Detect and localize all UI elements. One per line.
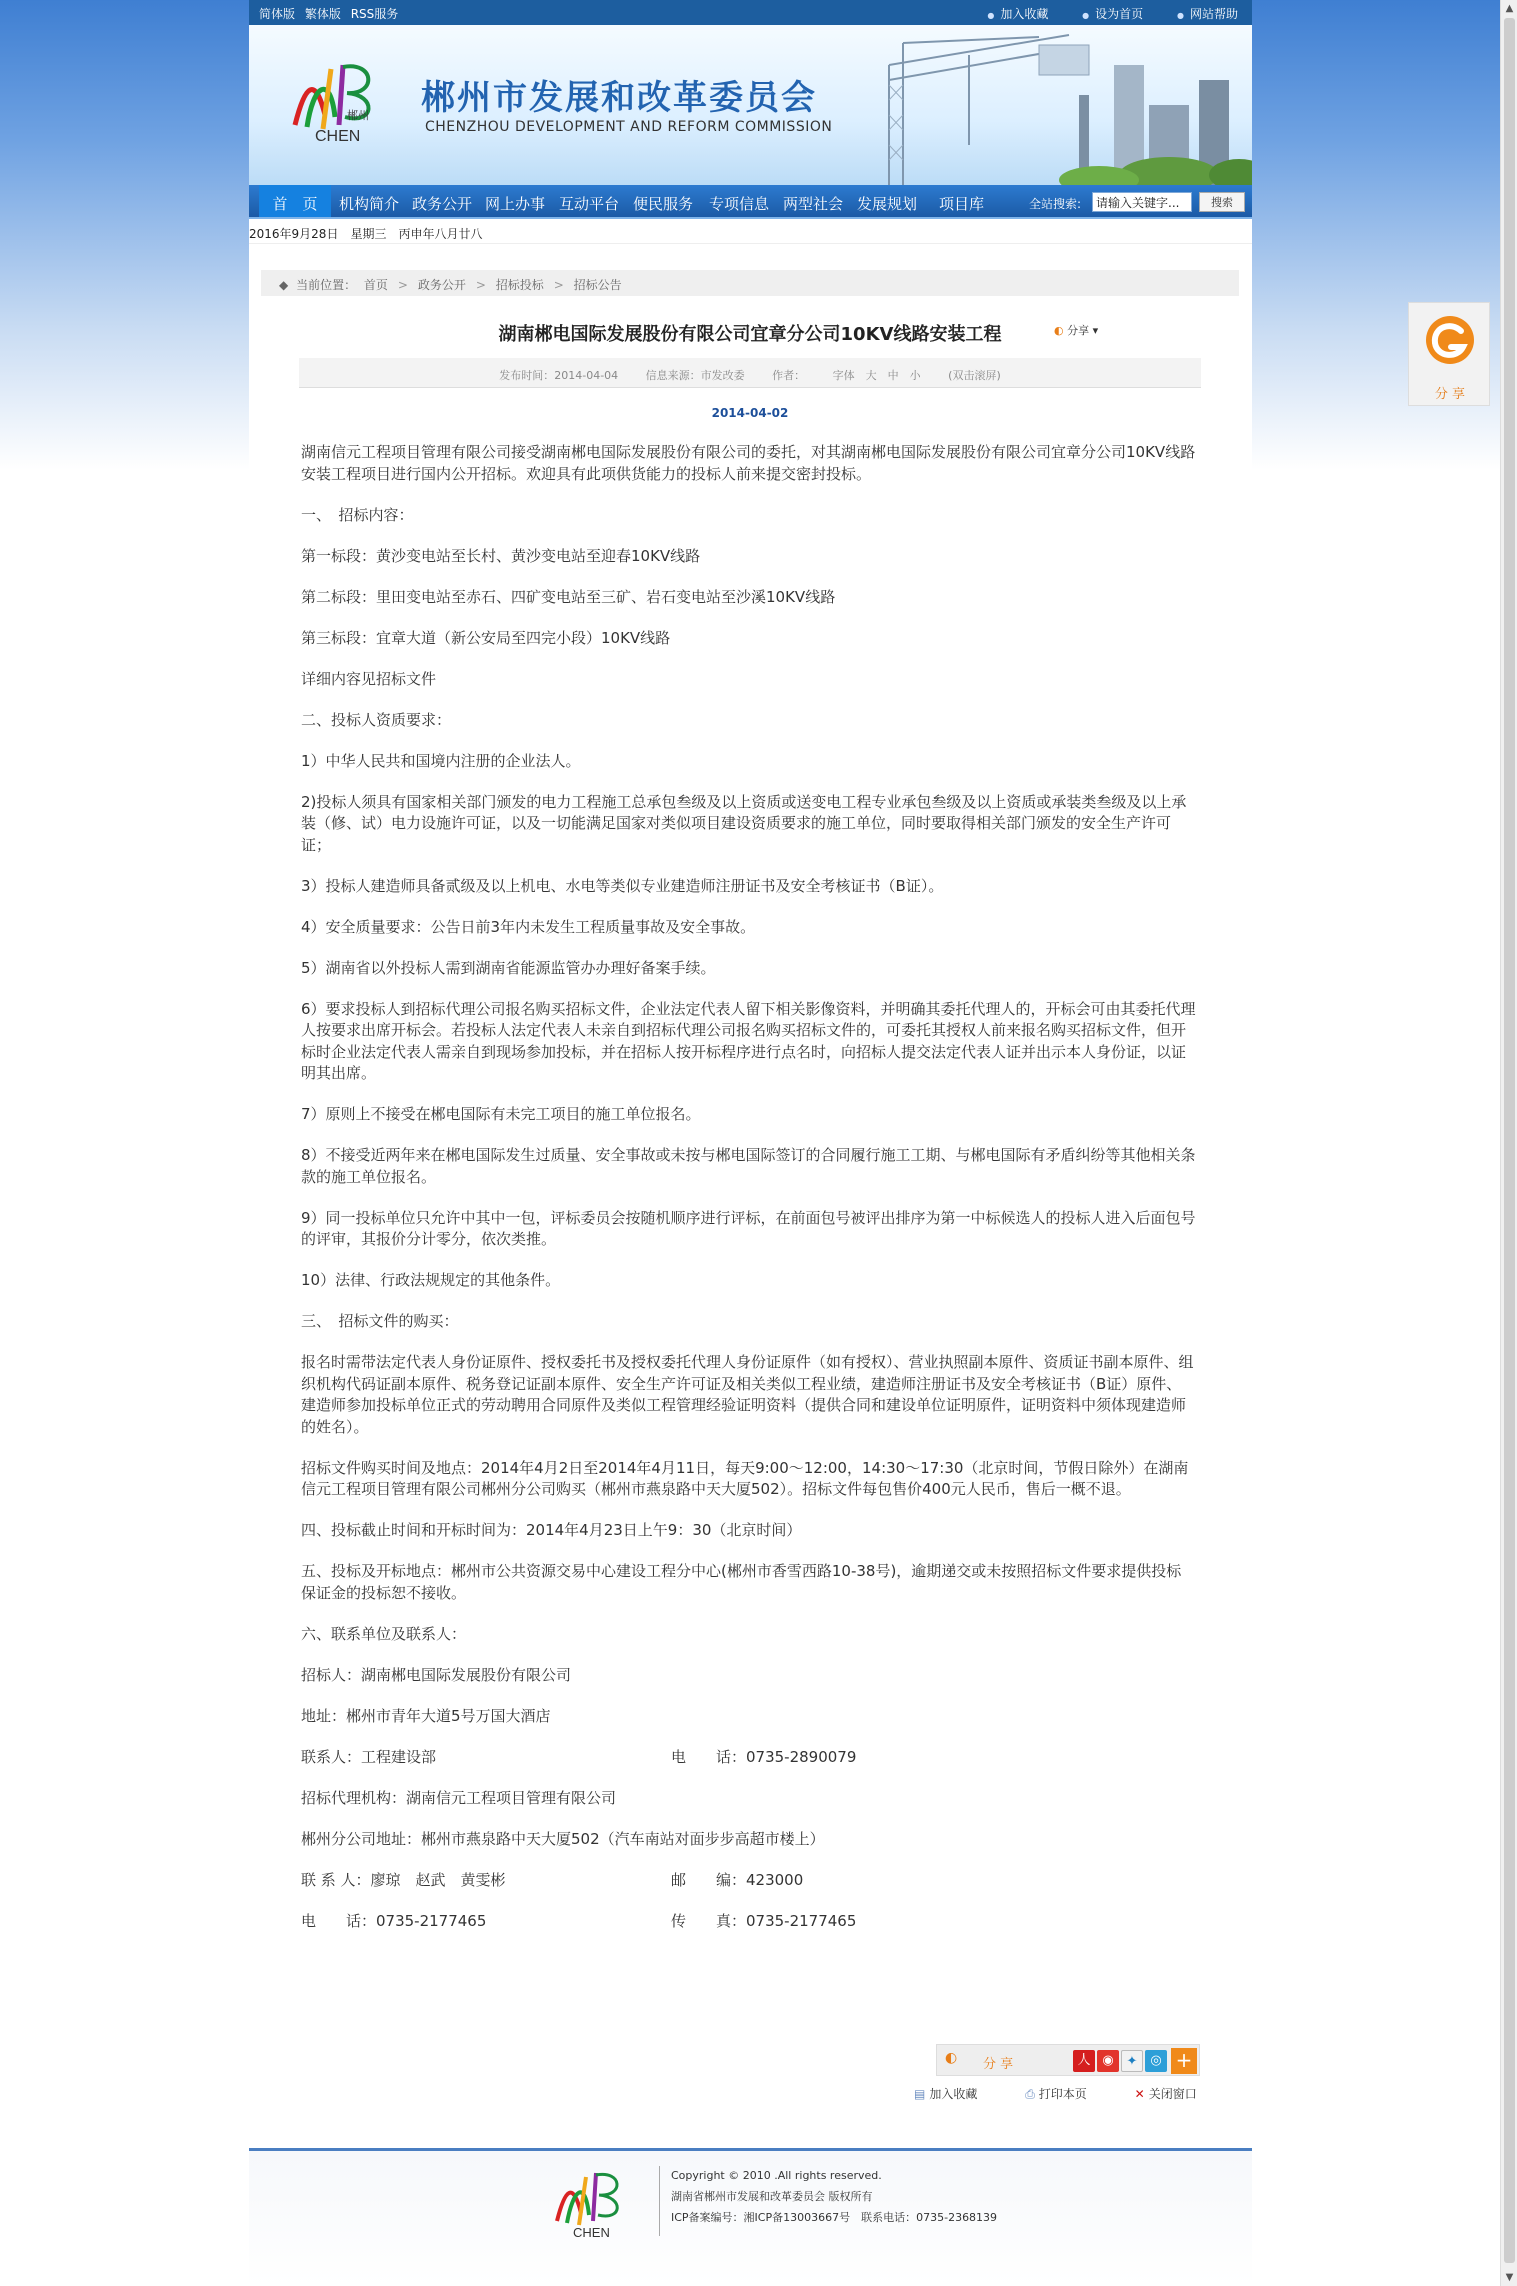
nav-public-services[interactable]: 便民服务 [633,195,694,213]
floating-share-button[interactable] [1408,302,1490,406]
site-search-input[interactable] [1092,192,1192,212]
tencent-weibo-share-icon[interactable]: ✦ [1121,2050,1143,2072]
close-window-label: 关闭窗口 [1148,2087,1197,2101]
nav-special-info[interactable]: 专项信息 [709,195,770,213]
copyright: Copyright © 2010 .All rights reserved. [671,2169,882,2182]
paragraph: 详细内容见招标文件 [301,669,437,688]
main-navigation [249,185,1252,219]
paragraph: 招标文件购买时间及地点：2014年4月2日至2014年4月11日，每天9:00～12:00，14:30～17:30（北京时间，节假日除外）在湖南信元工程项目管理有限公司郴州分公司购买（郴州市燕泉路中天大厦502）。招标文件每包售价400元人民币，售后一概不退。 [301,1458,1189,1498]
nav-online-services[interactable]: 网上办事 [485,195,546,213]
agency-contacts: 联 系 人：廖琼 赵武 黄雯彬 [301,1870,506,1889]
article-date: 2014-04-02 [711,406,789,420]
publish-time: 发布时间：2014-04-04 [499,369,619,382]
copyright-owner: 湖南省郴州市发展和改革委员会 版权所有 [671,2190,873,2203]
site-banner [249,25,1252,185]
paragraph: 第三标段：宜章大道（新公安局至四完小段）10KV线路 [301,628,671,647]
scroll-down-icon[interactable]: ▼ [1505,2272,1514,2283]
print-icon: ⎙ [1025,2087,1035,2101]
current-date: 2016年9月28日 星期三 丙申年八月廿八 [249,219,1252,244]
article-title: 湖南郴电国际发展股份有限公司宜章分公司10KV线路安装工程 [498,324,1002,345]
close-icon: ✕ [1134,2087,1145,2101]
location-icon: ◆ [279,278,289,292]
svg-text:郴州: 郴州 [347,110,369,122]
people-daily-share-icon[interactable]: 人 [1073,2050,1095,2072]
breadcrumb-home[interactable]: 首页 [363,278,388,292]
site-help-link[interactable]: ● 网站帮助 [1177,7,1238,21]
svg-text:CHEN: CHEN [315,128,361,145]
favorite-action-label: 加入收藏 [929,2087,978,2101]
breadcrumb-separator-icon: > [397,278,408,292]
footer-logo-icon [549,2165,639,2245]
paragraph: 5）湖南省以外投标人需到湖南省能源监管办办理好备案手续。 [301,958,716,977]
double-click-scroll-hint: (双击滚屏) [948,369,1001,382]
nav-organization[interactable]: 机构简介 [339,195,400,213]
chevron-down-icon: ▾ [1092,324,1099,337]
nav-home[interactable]: 首 页 [259,185,331,217]
nav-two-type-society[interactable]: 两型社会 [783,195,844,213]
breadcrumb-bidding[interactable]: 招标投标 [495,278,544,292]
paragraph: 8）不接受近两年来在郴电国际发生过质量、安全事故或未按与郴电国际签订的合同履行施工工期、与郴电国际有矛盾纠纷等其他相关条款的施工单位报名。 [301,1146,1196,1186]
nav-gov-affairs[interactable]: 政务公开 [412,195,473,213]
paragraph: 7）原则上不接受在郴电国际有未完工项目的施工单位报名。 [301,1105,701,1123]
site-search-label: 全站搜索: [1029,197,1082,211]
contact-person: 联系人：工程建设部 [301,1747,437,1766]
footer-text [671,2165,997,2228]
traditional-chinese-link[interactable]: 繁体版 [304,7,341,21]
paragraph: 湖南信元工程项目管理有限公司接受湖南郴电国际发展股份有限公司的委托，对其湖南郴电国际发展股份有限公司宜章分公司10KV线路安装工程项目进行国内公开招标。欢迎具有此项供货能力的投标人前来提交密封投标。 [301,443,1196,483]
paragraph: 2)投标人须具有国家相关部门颁发的电力工程施工总承包叁级及以上资质或送变电工程专业承包叁级及以上资质或承装类叁级及以上承装（修、试）电力设施许可证，以及一切能满足国家对类似项目建设资质要求的施工单位，同时要取得相关部门颁发的安全生产许可证； [301,792,1187,854]
article-body [301,442,1196,1952]
breadcrumb-bid-notice[interactable]: 招标公告 [573,278,622,292]
nav-project-library[interactable]: 项目库 [939,195,985,213]
breadcrumb-gov-affairs[interactable]: 政务公开 [417,278,466,292]
nav-interaction[interactable]: 互动平台 [559,195,620,213]
paragraph: 3）投标人建造师具备贰级及以上机电、水电等类似专业建造师注册证书及安全考核证书（B证）。 [301,876,944,895]
weibo-share-icon[interactable]: ◉ [1097,2050,1119,2072]
favorite-icon: ▤ [914,2087,926,2101]
breadcrumb-separator-icon: > [553,278,564,292]
contact-row [301,1747,1196,1769]
contact-phone: 电 话：0735-2890079 [671,1747,857,1766]
author: 作者： [772,369,806,382]
site-footer [249,2148,1252,2286]
paragraph: 地址：郴州市青年大道5号万国大酒店 [301,1706,551,1725]
share-mini-icon: ◐ [1054,324,1064,337]
site-subtitle: CHENZHOU DEVELOPMENT AND REFORM COMMISSION [425,119,833,135]
paragraph: 第二标段：里田变电站至赤石、四矿变电站至三矿、岩石变电站至沙溪10KV线路 [301,587,836,606]
info-source: 信息来源：市发改委 [645,369,745,382]
share-logo-icon [1423,313,1477,367]
icp-info: ICP备案编号：湘ICP备13003667号 联系电话：0735-2368139 [671,2211,998,2224]
breadcrumb [261,270,1239,296]
paragraph: 一、 招标内容： [301,505,414,524]
close-window-action[interactable] [1135,2087,1219,2101]
agency-phone: 电 话：0735-2177465 [301,1911,487,1930]
branch-address: 郴州分公司地址：郴州市燕泉路中天大厦502（汽车南站对面步步高超市楼上） [301,1829,825,1848]
site-title: 郴州市发展和改革委员会 [421,78,817,118]
crane-skyline-illustration [849,25,1252,185]
simplified-chinese-link[interactable]: 简体版 [259,7,296,21]
window-scrollbar[interactable] [1500,0,1517,2286]
scroll-up-icon[interactable]: ▲ [1505,3,1514,14]
share-bar [936,2044,1200,2076]
add-favorite-link[interactable]: ● 加入收藏 [987,7,1048,21]
share-label[interactable]: 分 享 [983,2057,1014,2072]
scrollbar-thumb[interactable] [1504,18,1515,2263]
paragraph: 10）法律、行政法规规定的其他条件。 [301,1271,561,1289]
rss-link[interactable]: RSS服务 [350,7,399,21]
paragraph: 4）安全质量要求：公告日前3年内未发生工程质量事故及安全事故。 [301,917,756,936]
breadcrumb-label: 当前位置： [296,278,357,292]
paragraph: 报名时需带法定代表人身份证原件、授权委托书及授权委托代理人身份证原件（如有授权）、营业执照副本原件、资质证书副本原件、组织机构代码证副本原件、税务登记证副本原件、安全生产许可证及相关类似工程业绩，建造师注册证书及安全考核证书（B证）原件、建造师参加投标单位正式的劳动聘用合同原件及类似工程管理经验证明资料（提供合同和建设单位证明原件，证明资料中须体现建造师的姓名）。 [301,1353,1194,1436]
contact-row [301,1870,1196,1892]
paragraph: 六、联系单位及联系人： [301,1624,467,1643]
nav-development-plan[interactable]: 发展规划 [857,195,918,213]
paragraph: 招标人：湖南郴电国际发展股份有限公司 [301,1665,572,1684]
paragraph: 第一标段：黄沙变电站至长村、黄沙变电站至迎春10KV线路 [301,546,701,565]
agency: 招标代理机构：湖南信元工程项目管理有限公司 [301,1788,617,1807]
page-container [249,0,1252,2286]
share-mini-label: 分享 [1067,324,1090,337]
paragraph: 6）要求投标人到招标代理公司报名购买招标文件，企业法定代表人留下相关影像资料，并明确其委托代理人的，开标会可由其委托代理人按要求出席开标会。若投标人法定代表人未亲自到招标代理公司报名购买招标文件的，可委托其授权人前来报名购买招标文件，但开标时企业法定代表人需亲自到现场参加投标，并在招标人按开标程序进行点名时，向招标人提交法定代表人证并出示本人身份证，以证明其出席。 [301,999,1196,1082]
print-action-label: 打印本页 [1038,2087,1087,2101]
svg-text:CHEN: CHEN [573,2225,610,2240]
set-homepage-link[interactable]: ● 设为首页 [1082,7,1143,21]
footer-divider [659,2166,660,2236]
side-share-label: 分 享 [1434,387,1466,402]
paragraph: 9）同一投标单位只允许中其中一包，评标委员会按随机顺序进行评标，在前面包号被评出排序为第一中标候选人的投标人进入后面包号的评审，其报价分计零分，依次类推。 [301,1208,1196,1248]
agency-fax: 传 真：0735-2177465 [671,1911,857,1930]
page-actions [914,2085,1241,2102]
postal-code: 邮 编：423000 [671,1870,804,1889]
paragraph: 二、投标人资质要求： [301,710,452,729]
search-button[interactable]: 搜索 [1199,192,1245,212]
favorite-action[interactable] [914,2087,999,2101]
breadcrumb-separator-icon: > [475,278,486,292]
share-logo-icon[interactable]: ◐ [945,2050,958,2066]
print-action[interactable] [1025,2087,1109,2101]
share-mini-button[interactable] [1054,322,1098,338]
more-share-icon[interactable]: + [1171,2048,1197,2074]
paragraph: 1）中华人民共和国境内注册的企业法人。 [301,751,581,770]
paragraph: 三、 招标文件的购买： [301,1312,459,1330]
contact-row [301,1911,1196,1933]
article-meta [299,358,1201,388]
qzone-share-icon[interactable]: ◎ [1145,2050,1167,2072]
paragraph: 五、投标及开标地点：郴州市公共资源交易中心建设工程分中心(郴州市香雪西路10-38号)，逾期递交或未按照招标文件要求提供投标保证金的投标恕不接收。 [301,1562,1182,1602]
site-logo-icon[interactable] [285,55,395,155]
paragraph: 四、投标截止时间和开标时间为：2014年4月23日上午9：30（北京时间） [301,1521,802,1539]
top-utility-bar [249,0,1252,25]
font-size-selector[interactable]: 字体 大 中 小 [832,369,921,382]
